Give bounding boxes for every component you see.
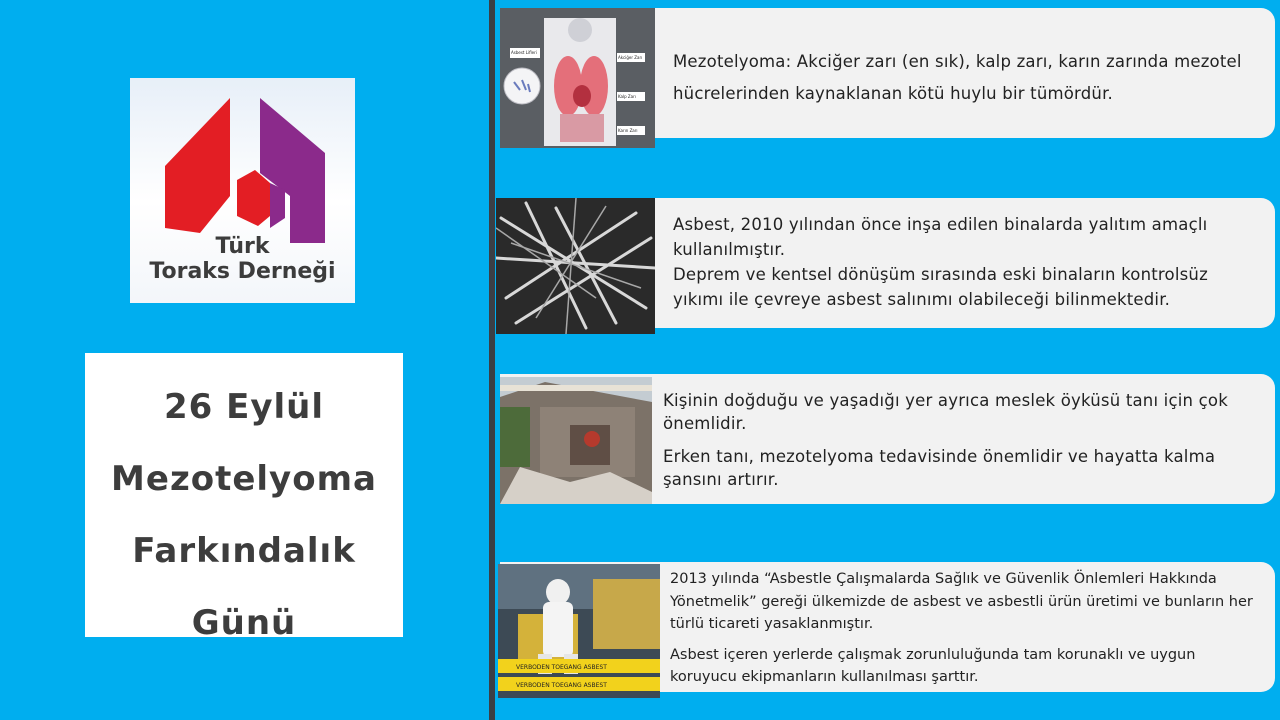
title-line-gunu: Günü [191, 603, 297, 643]
card-1-paragraph-1: Mezotelyoma: Akciğer zarı (en sık), kalp zarı, karın zarında mezotel hücrelerinden kaynaklanan kötü huylu bir tümördür. [673, 52, 1242, 103]
title-line-farkindalik: Farkındalık [132, 531, 356, 571]
anatomy-label-fibers: Asbest Lifleri [511, 50, 537, 55]
card-text-1 [673, 46, 1253, 110]
card-text-2 [673, 212, 1253, 312]
logo-text-line1: Türk [215, 234, 270, 259]
turk-toraks-dernegi-logo [130, 78, 355, 303]
card-text-4 [670, 568, 1255, 689]
anatomy-label-pleura: Akciğer Zarı [618, 55, 643, 60]
info-card-regulation [500, 562, 1275, 692]
anatomy-label-peritoneum: Karın Zarı [618, 128, 638, 133]
anatomy-labels [500, 8, 655, 148]
demolished-building-image [500, 377, 652, 504]
asbestos-removal-worker-image [498, 564, 660, 698]
logo-text-line2: Toraks Derneği [149, 259, 336, 284]
card-2-paragraph-1: Asbest, 2010 yılından önce inşa edilen binalarda yalıtım amaçlı kullanılmıştır. [673, 215, 1208, 259]
card-2-paragraph-2: Deprem ve kentsel dönüşüm sırasında eski binaların kontrolsüz yıkımı ile çevreye asbest salınımı olabileceği bilinmektedir. [673, 265, 1208, 309]
info-card-asbestos-buildings [500, 198, 1275, 328]
card-text-3 [663, 389, 1253, 491]
tape-text-1: VERBODEN TOEGANG ASBEST [516, 664, 607, 671]
card-4-paragraph-2: Asbest içeren yerlerde çalışmak zorunluluğunda tam korunaklı ve uygun koruyucu ekipmanların kullanılması şarttır. [670, 646, 1196, 685]
card-3-paragraph-1: Kişinin doğduğu ve yaşadığı yer ayrıca meslek öyküsü tanı için çok önemlidir. [663, 391, 1228, 433]
anatomy-label-pericardium: Kalp Zarı [618, 94, 636, 99]
title-line-mezotelyoma: Mezotelyoma [111, 459, 377, 499]
title-line-date: 26 Eylül [163, 387, 325, 427]
left-panel [0, 0, 490, 720]
asbestos-fiber-microscope-image [496, 198, 655, 334]
title-box [85, 353, 403, 643]
card-3-paragraph-2: Erken tanı, mezotelyoma tedavisinde önemlidir ve hayatta kalma şansını artırır. [663, 447, 1216, 489]
info-card-diagnosis [500, 374, 1275, 504]
tape-text-2: VERBODEN TOEGANG ASBEST [516, 682, 607, 689]
card-4-paragraph-1: 2013 yılında “Asbestle Çalışmalarda Sağlık ve Güvenlik Önlemleri Hakkında Yönetmelik” gereği ülkemizde de asbest ve asbestli ürün üretimi ve bunların her türlü ticareti yasaklanmıştır. [670, 571, 1253, 632]
